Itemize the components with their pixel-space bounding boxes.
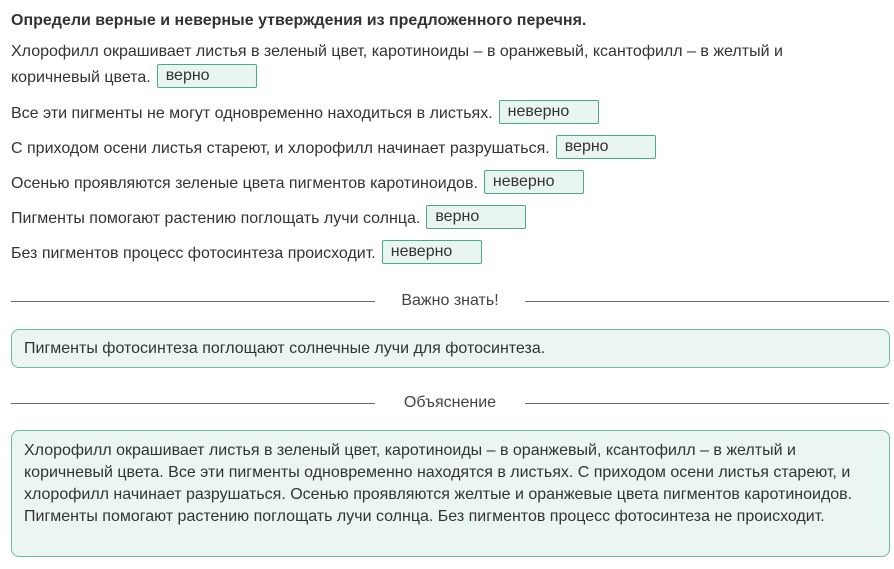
answer-field[interactable]: верно: [556, 135, 656, 159]
statement-3: [11, 136, 871, 162]
statement-text: Без пигментов процесс фотосинтеза происходит.: [11, 245, 376, 262]
answer-field[interactable]: неверно: [382, 240, 482, 264]
explanation-divider: [11, 393, 889, 413]
statement-text: С приходом осени листья стареют, и хлорофилл начинает разрушаться.: [11, 140, 550, 157]
statement-text: Осенью проявляются зеленые цвета пигментов каротиноидов.: [11, 175, 478, 192]
explanation-note: [11, 430, 890, 557]
answer-field[interactable]: неверно: [499, 100, 599, 124]
statement-5: [11, 206, 871, 232]
answer-field[interactable]: верно: [157, 64, 257, 88]
statement-6: [11, 241, 871, 267]
important-heading: Важно знать!: [401, 292, 499, 309]
statement-text: Все эти пигменты не могут одновременно находиться в листьях.: [11, 105, 493, 122]
important-note: [11, 329, 890, 368]
question-title: Определи верные и неверные утверждения из предложенного перечня.: [11, 12, 587, 29]
statement-4: [11, 171, 871, 197]
answer-field[interactable]: верно: [426, 205, 526, 229]
important-divider: [11, 291, 889, 311]
explanation-text: Хлорофилл окрашивает листья в зеленый цвет, каротиноиды – в оранжевый, ксантофилл – в желтый и коричневый цвета. Все эти пигменты одновременно находятся в листьях. С приходом осени листья стареют, и хлорофилл начинает разрушаться. Осенью проявляются желтые и оранжевые цвета пигментов каротиноидов. Пигменты помогают растению поглощать лучи солнца. Без пигментов процесс фотосинтеза не происходит.: [24, 442, 853, 525]
statement-2: [11, 101, 871, 127]
answer-field[interactable]: неверно: [484, 170, 584, 194]
important-text: Пигменты фотосинтеза поглощают солнечные лучи для фотосинтеза.: [24, 340, 546, 357]
statement-1: [11, 39, 871, 91]
explanation-heading: Объяснение: [403, 394, 497, 411]
statement-text: Хлорофилл окрашивает листья в зеленый цвет, каротиноиды – в оранжевый, ксантофилл – в желтый и коричневый цвета.: [11, 43, 783, 86]
statement-text: Пигменты помогают растению поглощать лучи солнца.: [11, 210, 421, 227]
